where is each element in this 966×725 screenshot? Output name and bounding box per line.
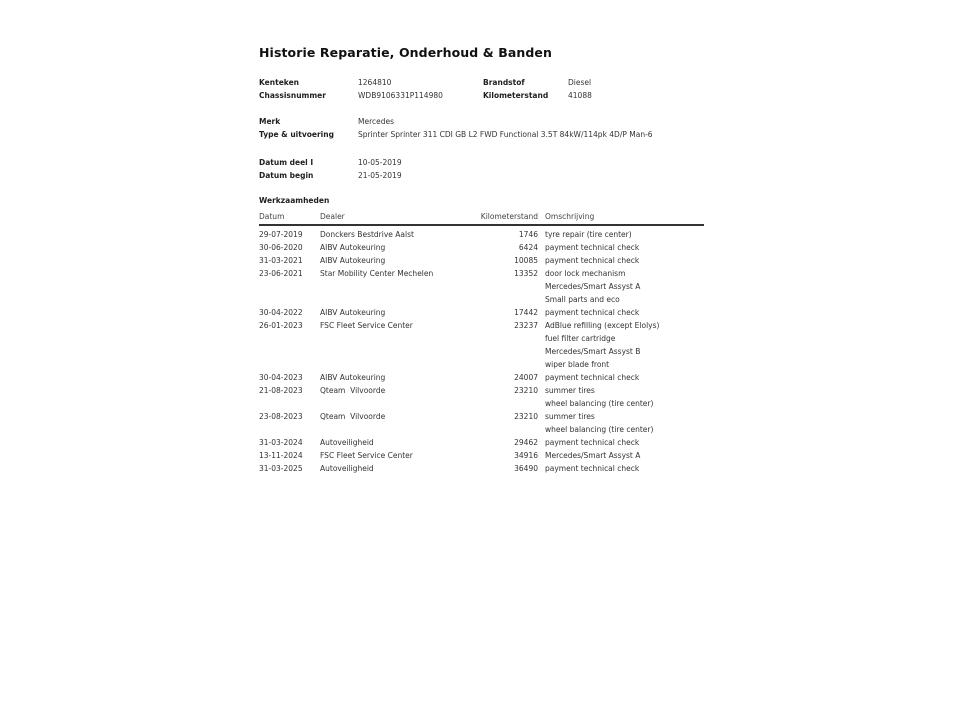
omschrijving-line: wheel balancing (tire center) [545, 399, 654, 408]
cell-omschrijving [538, 384, 704, 410]
cell-omschrijving [538, 241, 704, 254]
cell-kilometerstand: 1746 [518, 230, 538, 239]
model-info-row [259, 115, 707, 128]
cell-datum: 30-04-2022 [259, 308, 303, 317]
cell-datum: 21-08-2023 [259, 386, 303, 395]
werkzaamheden-table-header [259, 211, 704, 226]
table-row [259, 254, 704, 267]
cell-datum: 26-01-2023 [259, 321, 303, 330]
table-row [259, 384, 704, 410]
field-value-chassisnummer: WDB9106331P114980 [358, 91, 443, 100]
field-label-brandstof: Brandstof [483, 78, 525, 87]
cell-omschrijving [538, 254, 704, 267]
table-row [259, 462, 704, 475]
column-header-omschrijving: Omschrijving [545, 212, 595, 221]
cell-omschrijving [538, 267, 704, 306]
cell-kilometerstand: 23237 [514, 321, 538, 330]
table-row [259, 319, 704, 371]
cell-omschrijving [538, 306, 704, 319]
model-info-block [259, 115, 707, 141]
cell-dealer: FSC Fleet Service Center [320, 321, 413, 330]
cell-dealer: Autoveiligheid [320, 464, 374, 473]
omschrijving-line: Small parts and eco [545, 295, 620, 304]
omschrijving-line: payment technical check [545, 243, 640, 252]
cell-kilometerstand: 29462 [514, 438, 538, 447]
werkzaamheden-heading: Werkzaamheden [259, 196, 330, 205]
cell-dealer: Autoveiligheid [320, 438, 374, 447]
omschrijving-line: fuel filter cartridge [545, 334, 616, 343]
model-info-row [259, 128, 707, 141]
cell-kilometerstand: 36490 [514, 464, 538, 473]
page-title: Historie Reparatie, Onderhoud & Banden [259, 45, 552, 60]
cell-kilometerstand: 34916 [514, 451, 538, 460]
omschrijving-line: wiper blade front [545, 360, 610, 369]
field-label-datum-begin: Datum begin [259, 171, 314, 180]
cell-dealer: Qteam Vilvoorde [320, 412, 386, 421]
field-value-kenteken: 1264810 [358, 78, 392, 87]
omschrijving-line: summer tires [545, 386, 595, 395]
column-header-datum: Datum [259, 212, 285, 221]
cell-kilometerstand: 13352 [514, 269, 538, 278]
column-header-kilometerstand: Kilometerstand [480, 212, 538, 221]
field-label-chassisnummer: Chassisnummer [259, 91, 326, 100]
omschrijving-line: payment technical check [545, 464, 640, 473]
field-value-brandstof: Diesel [568, 78, 592, 87]
cell-kilometerstand: 10085 [514, 256, 538, 265]
omschrijving-line: payment technical check [545, 256, 640, 265]
cell-dealer: Star Mobility Center Mechelen [320, 269, 434, 278]
cell-kilometerstand: 24007 [514, 373, 538, 382]
cell-kilometerstand: 17442 [514, 308, 538, 317]
cell-datum: 23-06-2021 [259, 269, 303, 278]
date-info-row [259, 169, 707, 182]
cell-kilometerstand: 6424 [518, 243, 538, 252]
werkzaamheden-table-body [259, 226, 704, 475]
cell-datum: 30-06-2020 [259, 243, 303, 252]
cell-omschrijving [538, 462, 704, 475]
field-label-merk: Merk [259, 117, 281, 126]
omschrijving-line: payment technical check [545, 438, 640, 447]
cell-datum: 31-03-2021 [259, 256, 303, 265]
table-row [259, 436, 704, 449]
cell-dealer: AIBV Autokeuring [320, 373, 386, 382]
omschrijving-line: door lock mechanism [545, 269, 626, 278]
cell-datum: 23-08-2023 [259, 412, 303, 421]
column-header-dealer: Dealer [320, 212, 345, 221]
cell-dealer: Donckers Bestdrive Aalst [320, 230, 414, 239]
cell-omschrijving [538, 410, 704, 436]
cell-datum: 31-03-2024 [259, 438, 303, 447]
field-value-datum-deel-1: 10-05-2019 [358, 158, 402, 167]
table-row [259, 449, 704, 462]
date-info-row [259, 156, 707, 169]
cell-kilometerstand: 23210 [514, 412, 538, 421]
cell-dealer: AIBV Autokeuring [320, 243, 386, 252]
omschrijving-line: summer tires [545, 412, 595, 421]
cell-omschrijving [538, 449, 704, 462]
cell-datum: 29-07-2019 [259, 230, 303, 239]
cell-dealer: AIBV Autokeuring [320, 308, 386, 317]
field-value-type-uitvoering: Sprinter Sprinter 311 CDI GB L2 FWD Functional 3.5T 84kW/114pk 4D/P Man-6 [358, 130, 653, 139]
cell-datum: 30-04-2023 [259, 373, 303, 382]
cell-omschrijving [538, 228, 704, 241]
field-label-kenteken: Kenteken [259, 78, 299, 87]
field-value-merk: Mercedes [358, 117, 395, 126]
omschrijving-line: Mercedes/Smart Assyst A [545, 451, 641, 460]
field-value-datum-begin: 21-05-2019 [358, 171, 402, 180]
table-row [259, 241, 704, 254]
omschrijving-line: Mercedes/Smart Assyst B [545, 347, 641, 356]
date-info-block [259, 156, 707, 182]
field-label-type-uitvoering: Type & uitvoering [259, 130, 334, 139]
omschrijving-line: tyre repair (tire center) [545, 230, 632, 239]
table-row [259, 267, 704, 306]
omschrijving-line: payment technical check [545, 308, 640, 317]
omschrijving-line: Mercedes/Smart Assyst A [545, 282, 641, 291]
table-row [259, 410, 704, 436]
cell-omschrijving [538, 319, 704, 371]
omschrijving-line: AdBlue refilling (except Elolys) [545, 321, 660, 330]
table-row [259, 228, 704, 241]
cell-datum: 31-03-2025 [259, 464, 303, 473]
cell-kilometerstand: 23210 [514, 386, 538, 395]
table-row [259, 371, 704, 384]
werkzaamheden-table [259, 211, 704, 475]
cell-dealer: AIBV Autokeuring [320, 256, 386, 265]
field-label-datum-deel-1: Datum deel I [259, 158, 314, 167]
omschrijving-line: wheel balancing (tire center) [545, 425, 654, 434]
cell-dealer: Qteam Vilvoorde [320, 386, 386, 395]
vehicle-info-row [259, 76, 707, 89]
cell-dealer: FSC Fleet Service Center [320, 451, 413, 460]
vehicle-info-grid [259, 76, 707, 102]
omschrijving-line: payment technical check [545, 373, 640, 382]
field-label-kilometerstand: Kilometerstand [483, 91, 549, 100]
field-value-kilometerstand: 41088 [568, 91, 592, 100]
cell-omschrijving [538, 371, 704, 384]
cell-omschrijving [538, 436, 704, 449]
document-page [259, 0, 707, 475]
table-row [259, 306, 704, 319]
vehicle-info-row [259, 89, 707, 102]
cell-datum: 13-11-2024 [259, 451, 303, 460]
